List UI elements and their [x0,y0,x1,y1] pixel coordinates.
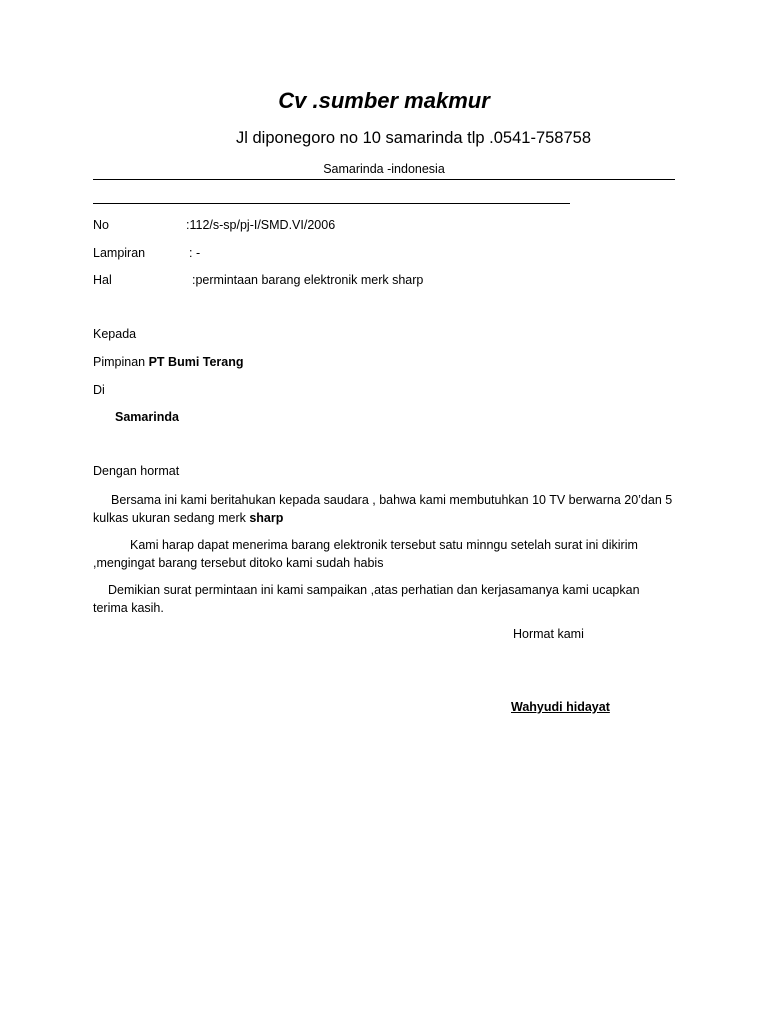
body-paragraph-1-brand: sharp [249,511,284,525]
letterhead-rule-secondary [93,203,570,204]
letterhead-rule [93,179,675,180]
body-paragraph-1 [93,491,675,527]
greeting: Dengan hormat [93,464,180,478]
recipient-pimpinan [93,355,244,369]
company-city: Samarinda -indonesia [323,162,445,176]
recipient-company: PT Bumi Terang [148,355,244,369]
field-no-label: No [93,218,109,232]
company-address: Jl diponegoro no 10 samarinda tlp .0541-758758 [236,129,592,147]
body-paragraph-1-text: Bersama ini kami beritahukan kepada saudara , bahwa kami membutuhkan 10 TV berwarna 20’dan 5 kulkas ukuran sedang merk [93,493,673,525]
company-name-text: Cv .sumber makmur [278,88,490,113]
field-lampiran-label: Lampiran [93,246,146,260]
signatory-name: Wahyudi hidayat [511,700,610,714]
recipient-city: Samarinda [115,410,179,424]
field-hal-value: :permintaan barang elektronik merk sharp [192,273,424,287]
recipient-kepada: Kepada [93,327,137,341]
field-lampiran-value: : - [189,246,201,260]
field-no-value: :112/s-sp/pj-I/SMD.VI/2006 [186,218,336,232]
recipient-pimpinan-prefix: Pimpinan [93,355,149,369]
field-hal-label: Hal [93,273,112,287]
closing-salutation: Hormat kami [513,627,584,641]
body-paragraph-2: Kami harap dapat menerima barang elektronik tersebut satu minngu setelah surat ini dikirim ,mengingat barang tersebut ditoko kami sudah habis [93,538,638,570]
company-name [0,88,768,114]
body-paragraph-3: Demikian surat permintaan ini kami sampaikan ,atas perhatian dan kerjasamanya kami ucapkan terima kasih. [93,583,640,615]
recipient-di: Di [93,383,105,397]
